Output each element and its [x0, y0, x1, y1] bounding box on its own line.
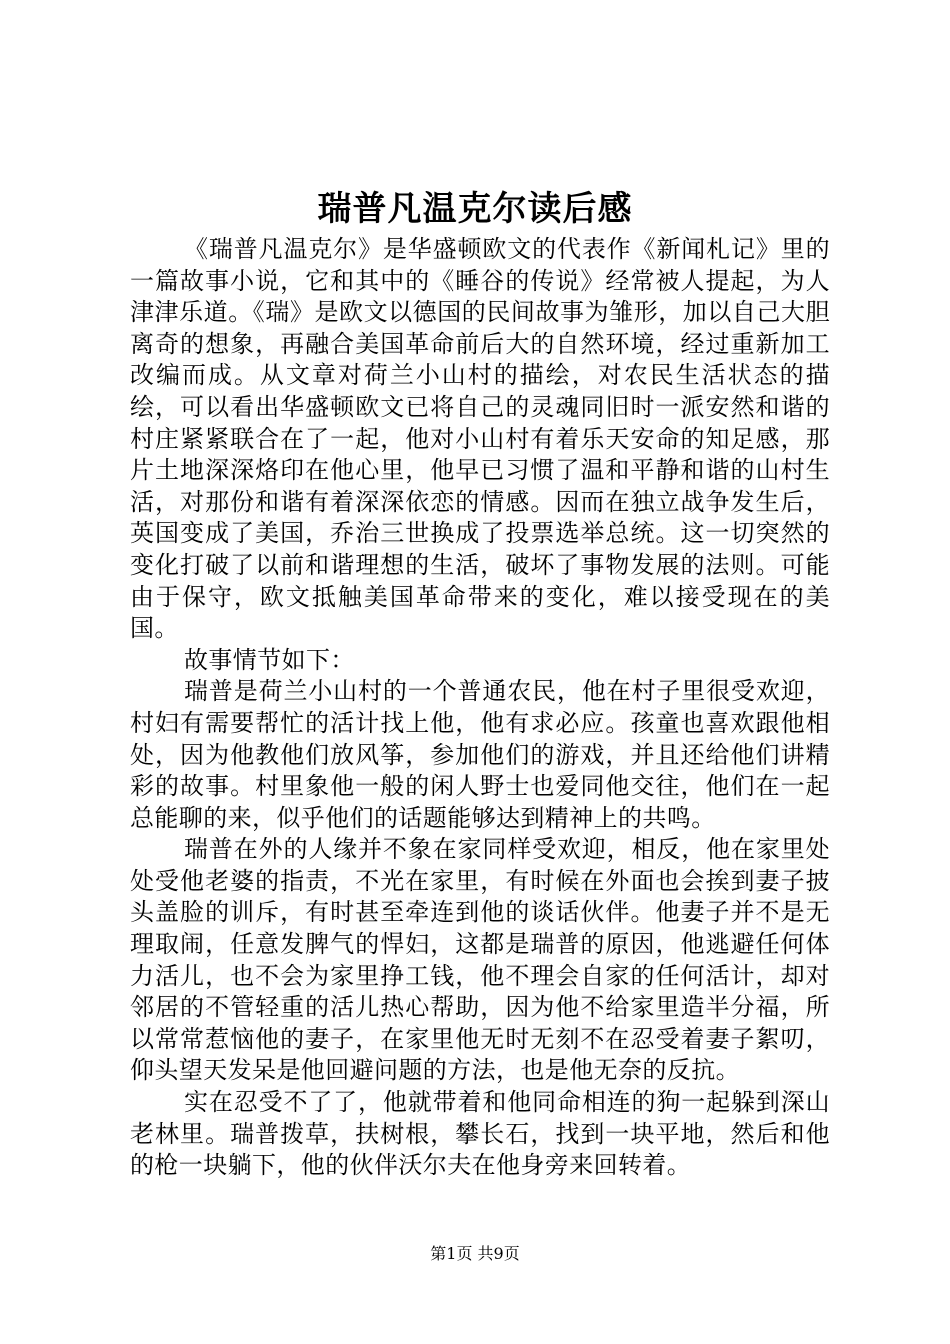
page-number-footer: 第1页 共9页 [430, 1244, 520, 1263]
paragraph-rip-village: 瑞普是荷兰小山村的一个普通农民，他在村子里很受欢迎，村妇有需要帮忙的活计找上他，他有求必应。孩童也喜欢跟他相处，因为他教他们放风筝，参加他们的游戏，并且还给他们讲精彩的故事。村里象他一般的闲人野士也爱同他交往，他们在一起总能聊的来，似乎他们的话题能够达到精神上的共鸣。 [130, 677, 830, 832]
paragraph-rip-home: 瑞普在外的人缘并不象在家同样受欢迎，相反，他在家里处处受他老婆的指责，不光在家里，有时候在外面也会挨到妻子披头盖脸的训斥，有时甚至牵连到他的谈话伙伴。他妻子并不是无理取闹，任意发脾气的悍妇，这都是瑞普的原因，他逃避任何体力活儿，也不会为家里挣工钱，他不理会自家的任何活计，却对邻居的不管轻重的活儿热心帮助，因为他不给家里造半分福，所以常常惹恼他的妻子，在家里他无时无刻不在忍受着妻子絮叨，仰头望天发呆是他回避问题的方法，也是他无奈的反抗。 [130, 835, 830, 1085]
document-title: 瑞普凡温克尔读后感 [317, 189, 633, 229]
paragraph-rip-mountain: 实在忍受不了了，他就带着和他同命相连的狗一起躲到深山老林里。瑞普拨草，扶树根，攀长石，找到一块平地，然后和他的枪一块躺下，他的伙伴沃尔夫在他身旁来回转着。 [130, 1088, 830, 1180]
document-body [130, 234, 830, 1182]
paragraph-intro: 《瑞普凡温克尔》是华盛顿欧文的代表作《新闻札记》里的一篇故事小说，它和其中的《睡谷的传说》经常被人提起，为人津津乐道。《瑞》是欧文以德国的民间故事为雏形，加以自己大胆离奇的想象，再融合美国革命前后大的自然环境，经过重新加工改编而成。从文章对荷兰小山村的描绘，对农民生活状态的描绘，可以看出华盛顿欧文已将自己的灵魂同旧时一派安然和谐的村庄紧紧联合在了一起，他对小山村有着乐天安命的知足感，那片土地深深烙印在他心里，他早已习惯了温和平静和谐的山村生活，对那份和谐有着深深依恋的情感。因而在独立战争发生后，英国变成了美国，乔治三世换成了投票选举总统。这一切突然的变化打破了以前和谐理想的生活，破坏了事物发展的法则。可能由于保守，欧文抵触美国革命带来的变化，难以接受现在的美国。 [130, 235, 830, 643]
paragraph-plot-heading: 故事情节如下： [184, 645, 355, 674]
